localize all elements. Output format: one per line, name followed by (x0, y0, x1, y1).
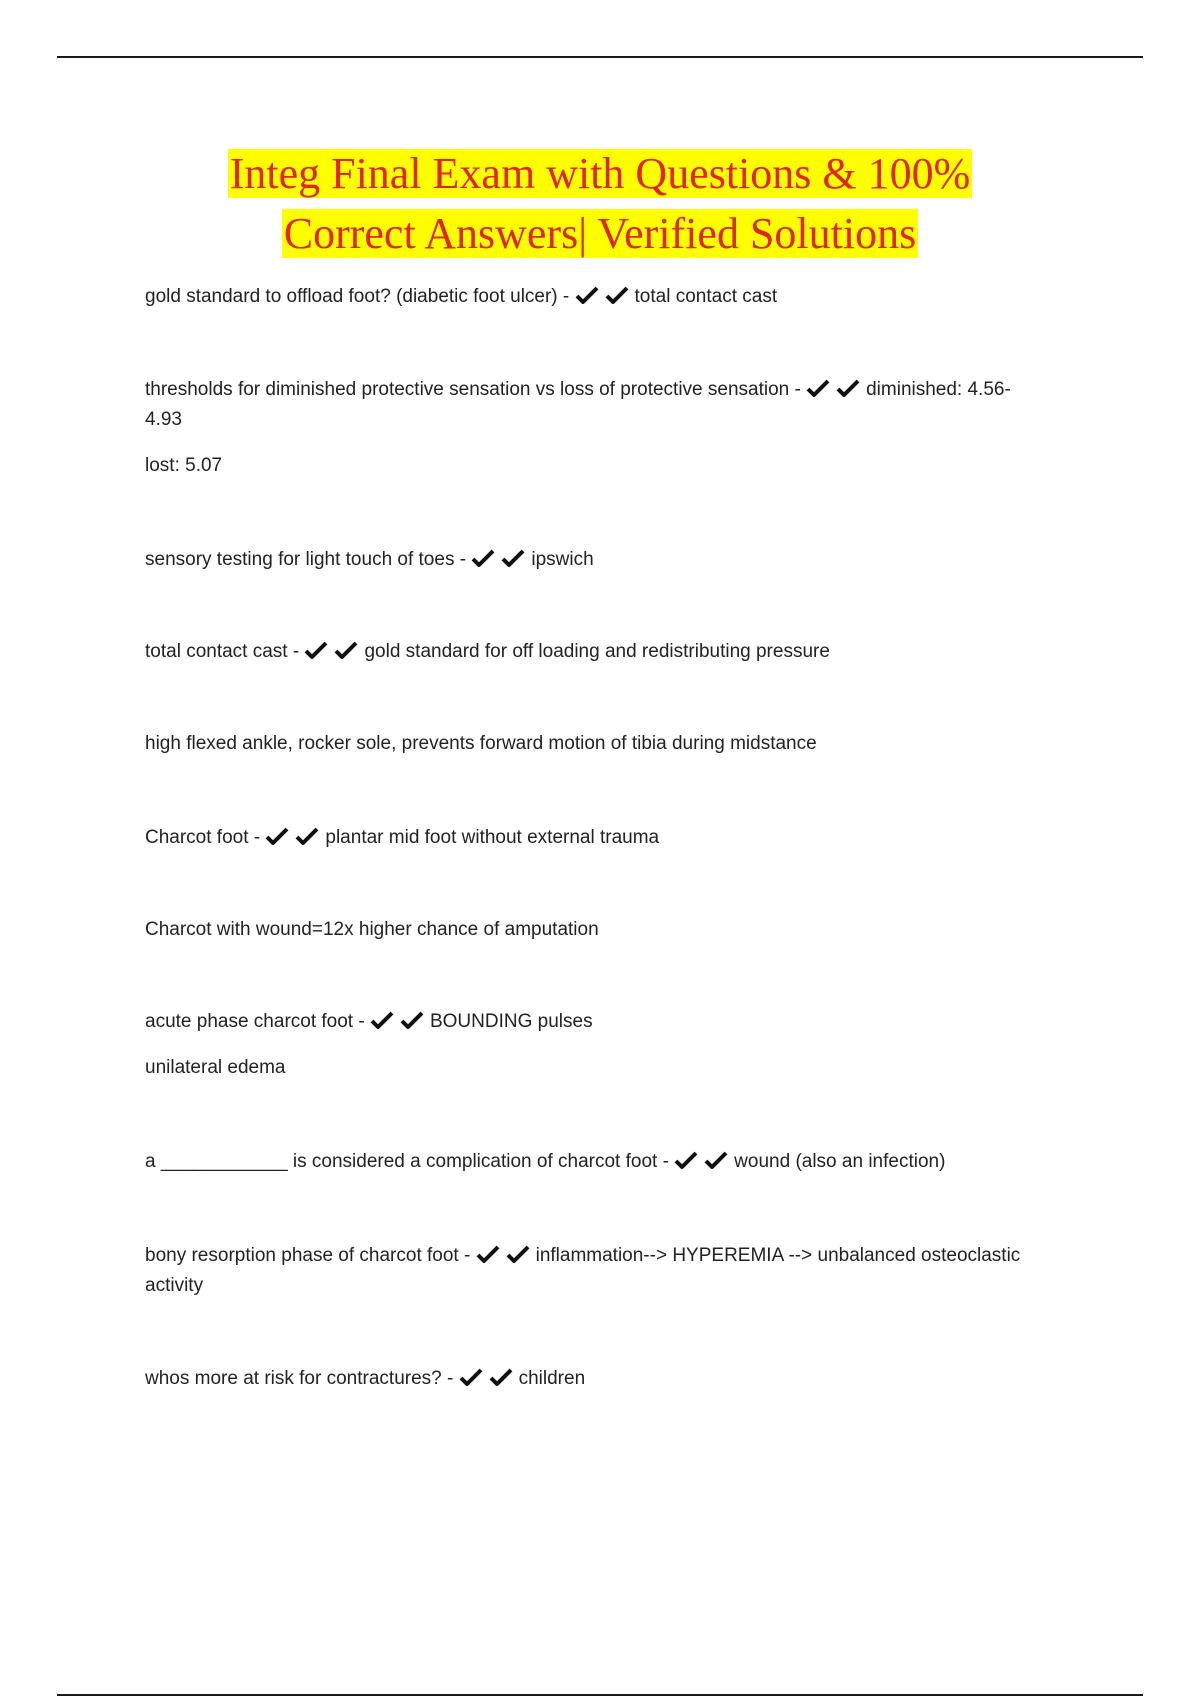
check-icon (476, 1244, 500, 1264)
title-line-1: Integ Final Exam with Questions & 100% (229, 149, 971, 198)
question-text: thresholds for diminished protective sensation vs loss of protective sensation - (145, 379, 807, 400)
answer-text: plantar mid foot without external trauma (325, 827, 660, 848)
qa-item (145, 375, 1080, 481)
header-rule (57, 56, 1143, 58)
qa-item (145, 1241, 1080, 1301)
footer-rule (57, 1694, 1143, 1696)
answer-line-2: lost: 5.07 (145, 455, 223, 476)
check-icon (295, 826, 319, 846)
check-pair (476, 1245, 536, 1266)
question-text: whos more at risk for contractures? - (145, 1368, 459, 1389)
answer-text: gold standard for off loading and redistributing pressure (364, 641, 830, 662)
check-icon (704, 1150, 728, 1170)
qa-item (145, 729, 1080, 759)
check-pair (304, 641, 364, 662)
document-title (0, 144, 1200, 264)
answer-continuation: activity (145, 1275, 204, 1296)
question-text: total contact cast - (145, 641, 305, 662)
title-line-2: Correct Answers| Verified Solutions (283, 209, 917, 258)
question-text: gold standard to offload foot? (diabetic foot ulcer) - (145, 286, 575, 307)
answer-text: diminished: 4.56- (866, 379, 1011, 400)
statement-text: Charcot with wound=12x higher chance of amputation (145, 919, 599, 940)
check-pair (459, 1368, 519, 1389)
qa-item (145, 1364, 1080, 1394)
qa-item (145, 823, 1080, 853)
check-pair (370, 1011, 430, 1032)
statement-text: high flexed ankle, rocker sole, prevents forward motion of tibia during midstance (145, 733, 817, 754)
qa-item (145, 545, 1080, 575)
check-icon (575, 285, 599, 305)
question-text: a ____________ is considered a complication of charcot foot - (145, 1151, 675, 1172)
check-icon (471, 548, 495, 568)
check-icon (370, 1010, 394, 1030)
answer-text: BOUNDING pulses (429, 1011, 593, 1032)
qa-item (145, 1007, 1080, 1083)
check-icon (605, 285, 629, 305)
check-icon (806, 378, 830, 398)
check-icon (459, 1367, 483, 1387)
answer-text: inflammation--> HYPEREMIA --> unbalanced osteoclastic (535, 1245, 1021, 1266)
check-pair (471, 549, 531, 570)
check-icon (489, 1367, 513, 1387)
qa-item (145, 282, 1080, 312)
check-pair (674, 1151, 734, 1172)
question-text: sensory testing for light touch of toes - (145, 549, 472, 570)
check-icon (304, 640, 328, 660)
question-text: acute phase charcot foot - (145, 1011, 370, 1032)
check-icon (501, 548, 525, 568)
check-icon (400, 1010, 424, 1030)
answer-text: total contact cast (634, 286, 778, 307)
check-icon (836, 378, 860, 398)
check-pair (806, 379, 866, 400)
check-pair (265, 827, 325, 848)
check-icon (265, 826, 289, 846)
qa-item (145, 637, 1080, 667)
answer-text: ipswich (531, 549, 594, 570)
check-icon (674, 1150, 698, 1170)
check-pair (575, 286, 635, 307)
check-icon (506, 1244, 530, 1264)
answer-line-2: unilateral edema (145, 1057, 286, 1078)
answer-continuation: 4.93 (145, 409, 182, 430)
answer-text: children (518, 1368, 586, 1389)
check-icon (334, 640, 358, 660)
qa-item (145, 915, 1080, 945)
answer-text: wound (also an infection) (734, 1151, 946, 1172)
question-text: Charcot foot - (145, 827, 266, 848)
qa-item (145, 1147, 1080, 1177)
question-text: bony resorption phase of charcot foot - (145, 1245, 476, 1266)
